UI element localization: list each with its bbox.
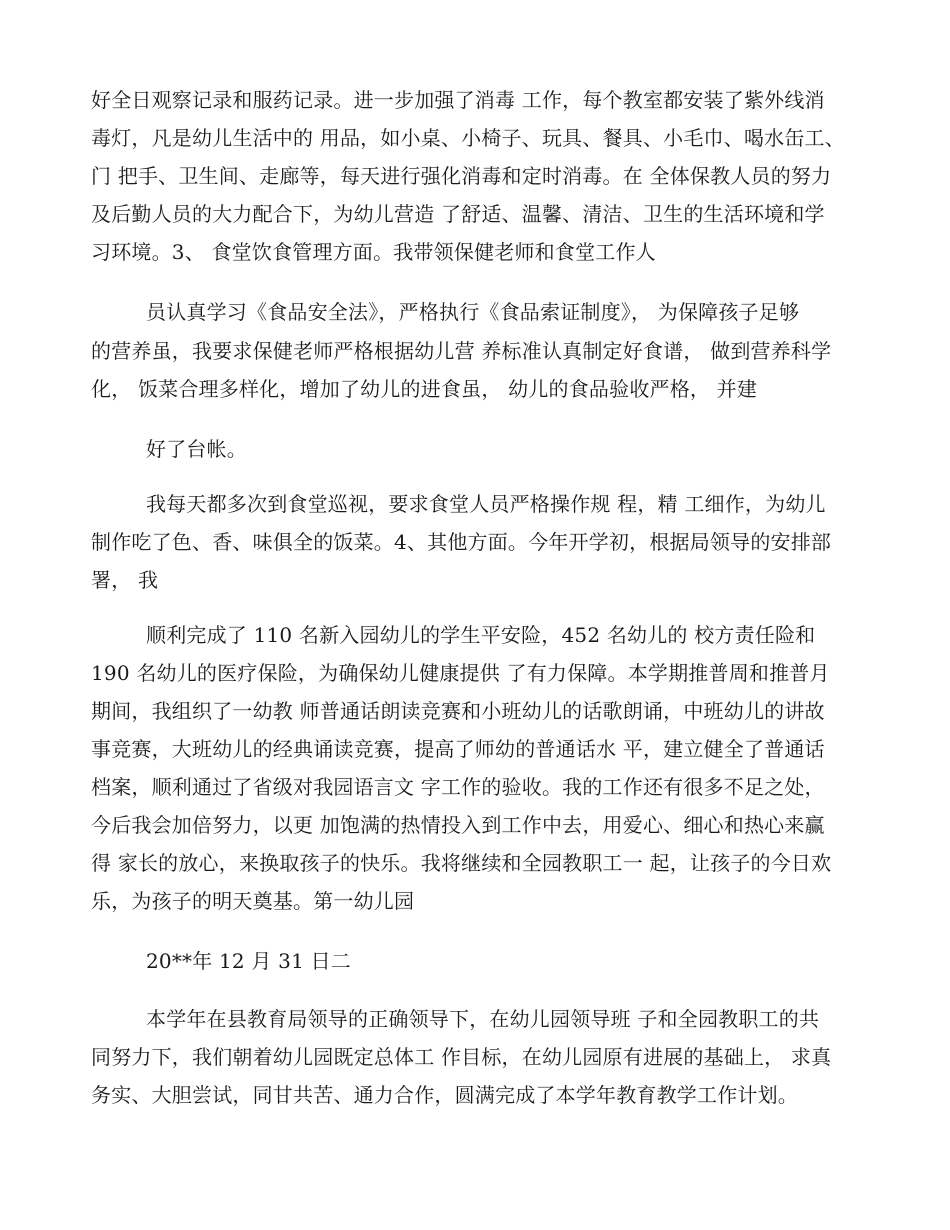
- text-line: 员认真学习《食品安全法》，严格执行《食品索证制度》， 为保障孩子足够: [146, 300, 800, 324]
- text-line: 好全日观察记录和服药记录。进一步加强了消毒 工作，每个教室都安装了紫外线消: [91, 88, 825, 112]
- text-line: 得 家长的放心，来换取孩子的快乐。我将继续和全园教职工一 起，让孩子的今日欢: [91, 851, 832, 875]
- text-line: 门 把手、卫生间、走廊等，每天进行强化消毒和定时消毒。在 全体保教人员的努力: [91, 164, 832, 188]
- text-line: 及后勤人员的大力配合下，为幼儿营造 了舒适、温馨、清洁、卫生的生活环境和学: [91, 202, 825, 226]
- text-line: 档案，顺利通过了省级对我园语言文 字工作的验收。我的工作还有很多不足之处，: [91, 775, 825, 799]
- text-line: 顺利完成了 110 名新入园幼儿的学生平安险，452 名幼儿的 校方责任险和: [146, 623, 816, 647]
- text-line: 务实、大胆尝试，同甘共苦、通力合作，圆满完成了本学年教育教学工作计划。: [91, 1083, 798, 1107]
- text-line: 今后我会加倍努力，以更 加饱满的热情投入到工作中去，用爱心、细心和热心来赢: [91, 813, 825, 837]
- text-line: 的营养虽，我要求保健老师严格根据幼儿营 养标准认真制定好食谱， 做到营养科学: [91, 339, 832, 363]
- text-line: 毒灯，凡是幼儿生活中的 用品，如小桌、小椅子、玩具、餐具、小毛巾、喝水缶工、: [91, 126, 845, 150]
- text-line: 署， 我: [91, 568, 159, 592]
- text-line: 习环境。3、 食堂饮食管理方面。我带领保健老师和食堂工作人: [91, 240, 656, 264]
- text-line: 制作吃了色、香、味俱全的饭菜。4、其他方面。今年开学初，根据局领导的安排部: [91, 530, 832, 554]
- text-line: 同努力下，我们朝着幼儿园既定总体工 作目标，在幼儿园原有进展的基础上， 求真: [91, 1045, 832, 1069]
- date-line: 20**年 12 月 31 日二: [146, 949, 351, 973]
- text-line: 好了台帐。: [146, 437, 247, 461]
- text-line: 本学年在县教育局领导的正确领导下，在幼儿园领导班 子和全园教职工的共: [146, 1007, 820, 1031]
- text-line: 事竞赛，大班幼儿的经典诵读竞赛，提高了师幼的普通话水 平，建立健全了普通话: [91, 737, 825, 761]
- text-line: 190 名幼儿的医疗保险，为确保幼儿健康提供 了有力保障。本学期推普周和推普月: [91, 661, 830, 685]
- text-line: 乐，为孩子的明天奠基。第一幼儿园: [91, 889, 415, 913]
- text-line: 我每天都多次到食堂巡视，要求食堂人员严格操作规 程，精 工细作，为幼儿: [146, 492, 826, 516]
- text-line: 期间，我组织了一幼教 师普通话朗读竞赛和小班幼儿的话歌朗诵，中班幼儿的讲故: [91, 699, 825, 723]
- text-line: 化， 饭菜合理多样化，增加了幼儿的进食虽， 幼儿的食品验收严格， 并建: [91, 377, 758, 401]
